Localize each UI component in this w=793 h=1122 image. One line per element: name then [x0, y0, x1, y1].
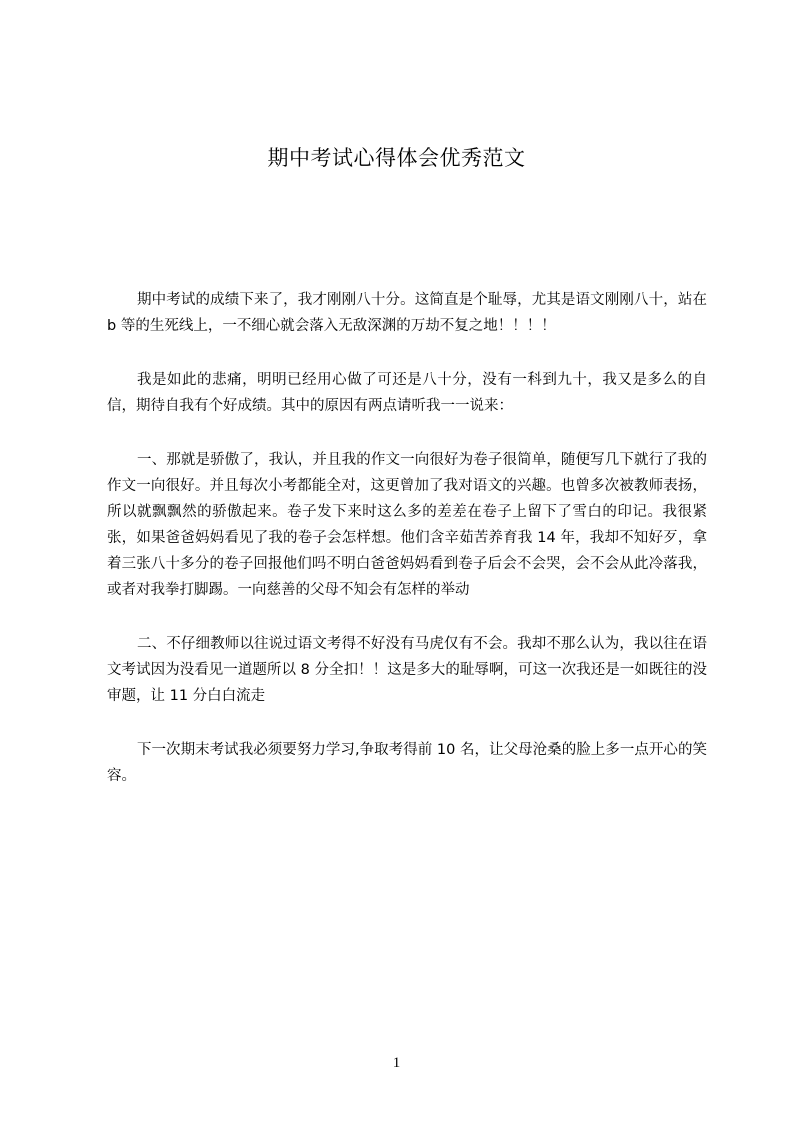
- paragraph-1: 期中考试的成绩下来了，我才刚刚八十分。这简直是个耻辱，尤其是语文刚刚八十，站在 b 等的生死线上，一不细心就会落入无敌深渊的万劫不复之地！！！！: [107, 292, 707, 334]
- paragraph-3: 一、那就是骄傲了，我认，并且我的作文一向很好为卷子很简单，随便写几下就行了我的作文一向很好。并且每次小考都能全对，这更曾加了我对语文的兴趣。也曾多次被教师表扬，所以就飘飘然的骄傲起来。卷子发下来时这么多的差差在卷子上留下了雪白的印记。我很紧张，如果爸爸妈妈看见了我的卷子会怎样想。他们含辛茹苦养育我 14 年，我却不知好歹，拿着三张八十多分的卷子回报他们吗不明白爸爸妈妈看到卷子后会不会哭，会不会从此冷落我，或者对我拳打脚踢。一向慈善的父母不知会有怎样的举动: [107, 452, 707, 598]
- document-title: 期中考试心得体会优秀范文: [267, 146, 526, 170]
- document-body: [107, 287, 707, 817]
- paragraph-5: 下一次期末考试我必须要努力学习,争取考得前 10 名，让父母沧桑的脸上多一点开心的笑容。: [107, 742, 707, 784]
- paragraph-2: 我是如此的悲痛，明明已经用心做了可还是八十分，没有一科到九十，我又是多么的自信，期待自我有个好成绩。其中的原因有两点请听我一一说来：: [107, 372, 707, 414]
- paragraph-4: 二、不仔细教师以往说过语文考得不好没有马虎仅有不会。我却不那么认为，我以往在语文考试因为没看见一道题所以 8 分全扣！！这是多大的耻辱啊，可这一次我还是一如既往的没审题，让 11 分白白流走: [107, 636, 707, 704]
- page-number: 1: [392, 1055, 401, 1071]
